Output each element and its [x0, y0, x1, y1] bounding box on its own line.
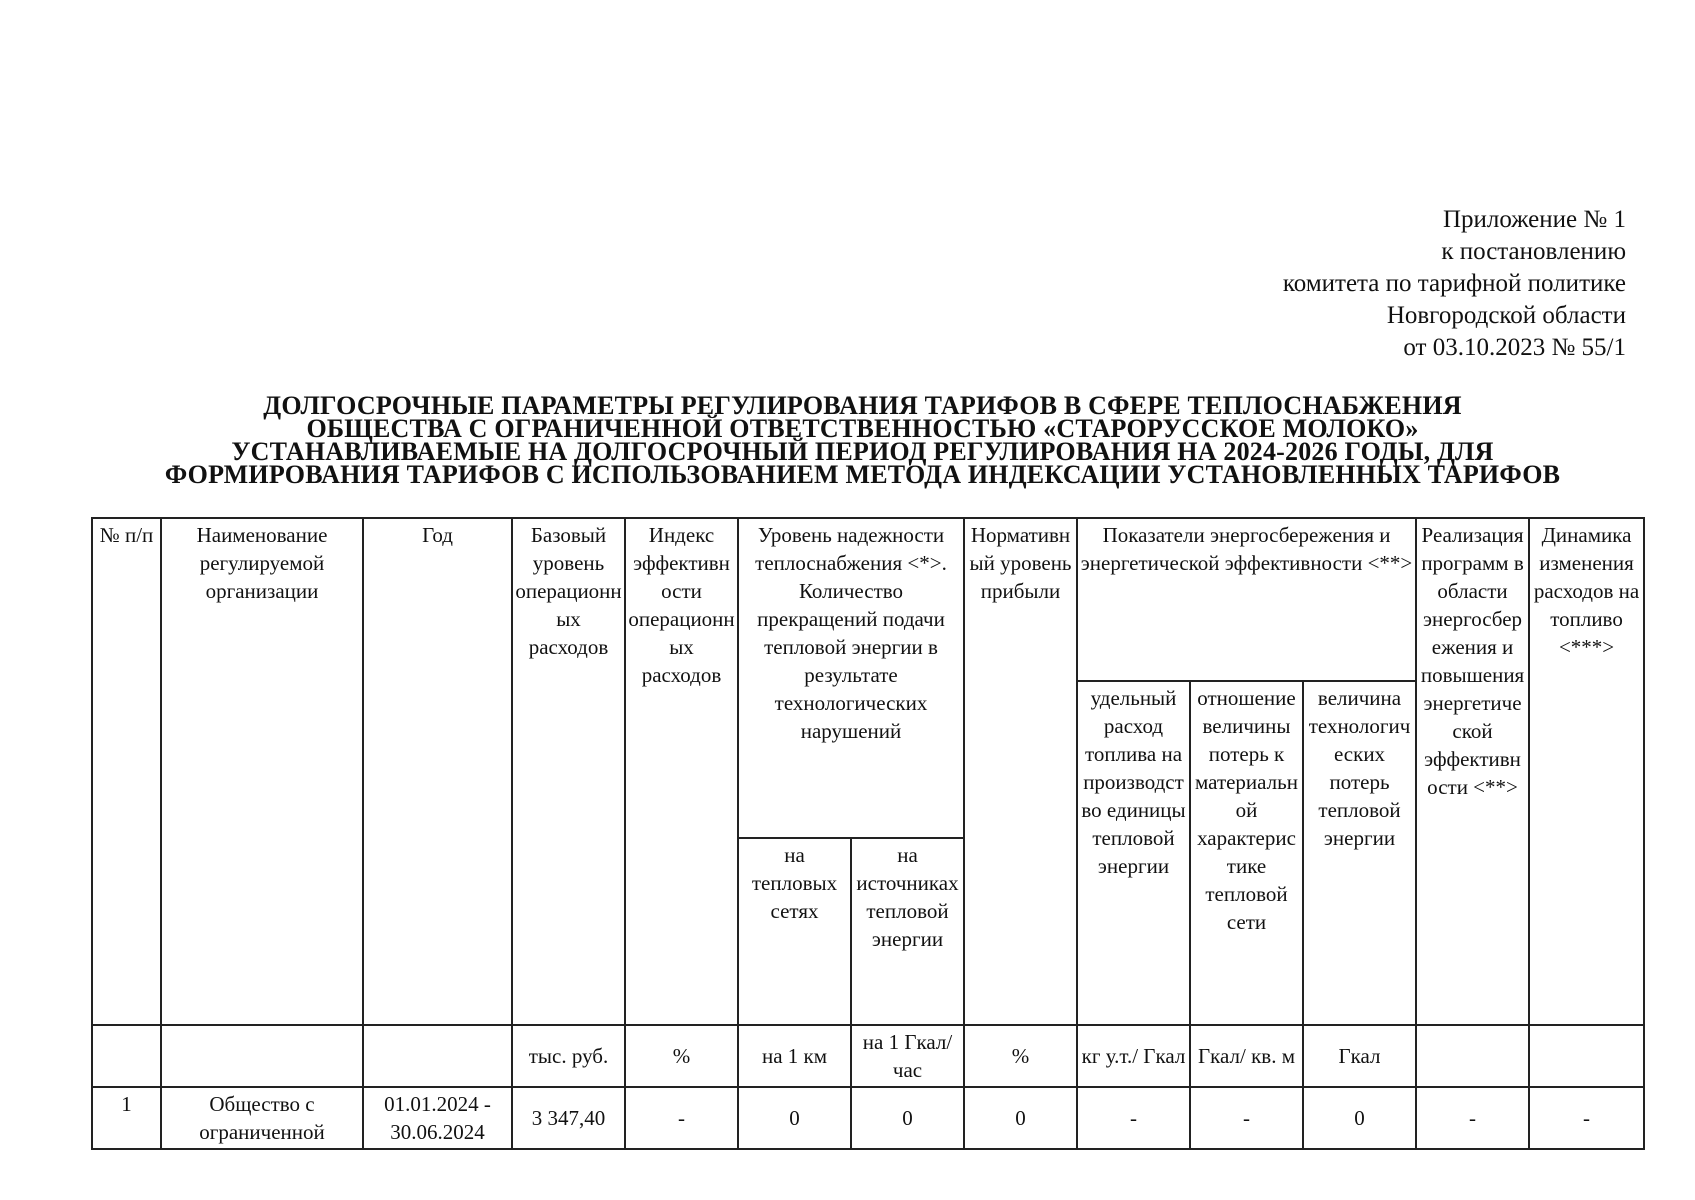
- row-networks: 0: [738, 1087, 851, 1149]
- header-reliability-networks: на тепловых сетях: [738, 838, 851, 1025]
- header-energy-indicators: Показатели энергосбережения и энергетической эффективности <**>: [1077, 518, 1416, 681]
- header-base-opex: Базовый уровень операционных расходов: [512, 518, 625, 1025]
- unit-profit: %: [964, 1025, 1077, 1087]
- title-line: УСТАНАВЛИВАЕМЫЕ НА ДОЛГОСРОЧНЫЙ ПЕРИОД РЕГУЛИРОВАНИЯ НА 2024-2026 ГОДЫ, ДЛЯ: [231, 437, 1494, 466]
- unit-fuel: кг у.т./ Гкал: [1077, 1025, 1190, 1087]
- row-programs: -: [1416, 1087, 1529, 1149]
- row-index: -: [625, 1087, 738, 1149]
- unit-cell: [92, 1025, 161, 1087]
- unit-cell: [1529, 1025, 1644, 1087]
- table-row: [92, 1087, 1644, 1149]
- title-line: ОБЩЕСТВА С ОГРАНИЧЕННОЙ ОТВЕТСТВЕННОСТЬЮ «СТАРОРУССКОЕ МОЛОКО»: [306, 414, 1419, 443]
- unit-networks: на 1 км: [738, 1025, 851, 1087]
- header-efficiency-index: Индекс эффективности операционных расходов: [625, 518, 738, 1025]
- header-row: [92, 518, 1644, 681]
- unit-index: %: [625, 1025, 738, 1087]
- document-title: [80, 391, 1645, 489]
- row-sources: 0: [851, 1087, 964, 1149]
- appendix-line: к постановлению: [1441, 238, 1626, 265]
- unit-cell: [161, 1025, 363, 1087]
- appendix-line: Приложение № 1: [1442, 206, 1626, 233]
- unit-cell: [1416, 1025, 1529, 1087]
- appendix-header: [1026, 204, 1626, 364]
- header-reliability: Уровень надежности теплоснабжения <*>. Количество прекращений подачи тепловой энергии в результате технологических нарушений: [738, 518, 964, 838]
- header-fuel-consumption: удельный расход топлива на производство единицы тепловой энергии: [1077, 681, 1190, 1025]
- header-tech-losses: величина технологических потерь тепловой энергии: [1303, 681, 1416, 1025]
- header-loss-ratio: отношение величины потерь к материальной характеристике тепловой сети: [1190, 681, 1303, 1025]
- header-profit: Нормативный уровень прибыли: [964, 518, 1077, 1025]
- unit-base: тыс. руб.: [512, 1025, 625, 1087]
- units-row: [92, 1025, 1644, 1087]
- header-org: Наименование регулируемой организации: [161, 518, 363, 1025]
- row-losses: 0: [1303, 1087, 1416, 1149]
- parameters-table: [91, 517, 1645, 1150]
- row-profit: 0: [964, 1087, 1077, 1149]
- row-ratio: -: [1190, 1087, 1303, 1149]
- row-dynamics: -: [1529, 1087, 1644, 1149]
- title-line: ФОРМИРОВАНИЯ ТАРИФОВ С ИСПОЛЬЗОВАНИЕМ МЕТОДА ИНДЕКСАЦИИ УСТАНОВЛЕННЫХ ТАРИФОВ: [164, 460, 1561, 489]
- unit-cell: [363, 1025, 512, 1087]
- header-programs: Реализация программ в области энергосбережения и повышения энергетической эффективности <**>: [1416, 518, 1529, 1025]
- title-line: ДОЛГОСРОЧНЫЕ ПАРАМЕТРЫ РЕГУЛИРОВАНИЯ ТАРИФОВ В СФЕРЕ ТЕПЛОСНАБЖЕНИЯ: [263, 391, 1462, 420]
- row-fuel: -: [1077, 1087, 1190, 1149]
- appendix-line: комитета по тарифной политике: [1282, 270, 1626, 297]
- unit-losses: Гкал: [1303, 1025, 1416, 1087]
- unit-ratio: Гкал/ кв. м: [1190, 1025, 1303, 1087]
- appendix-line: Новгородской области: [1386, 302, 1626, 329]
- row-year: 01.01.2024 - 30.06.2024: [363, 1087, 512, 1149]
- row-base: 3 347,40: [512, 1087, 625, 1149]
- header-year: Год: [363, 518, 512, 1025]
- row-num: 1: [92, 1087, 161, 1149]
- unit-sources: на 1 Гкал/час: [851, 1025, 964, 1087]
- header-reliability-sources: на источниках тепловой энергии: [851, 838, 964, 1025]
- row-org: Общество с ограниченной: [161, 1087, 363, 1149]
- header-num: № п/п: [92, 518, 161, 1025]
- header-fuel-dynamics: Динамика изменения расходов на топливо <***>: [1529, 518, 1644, 1025]
- appendix-line: от 03.10.2023 № 55/1: [1403, 334, 1626, 361]
